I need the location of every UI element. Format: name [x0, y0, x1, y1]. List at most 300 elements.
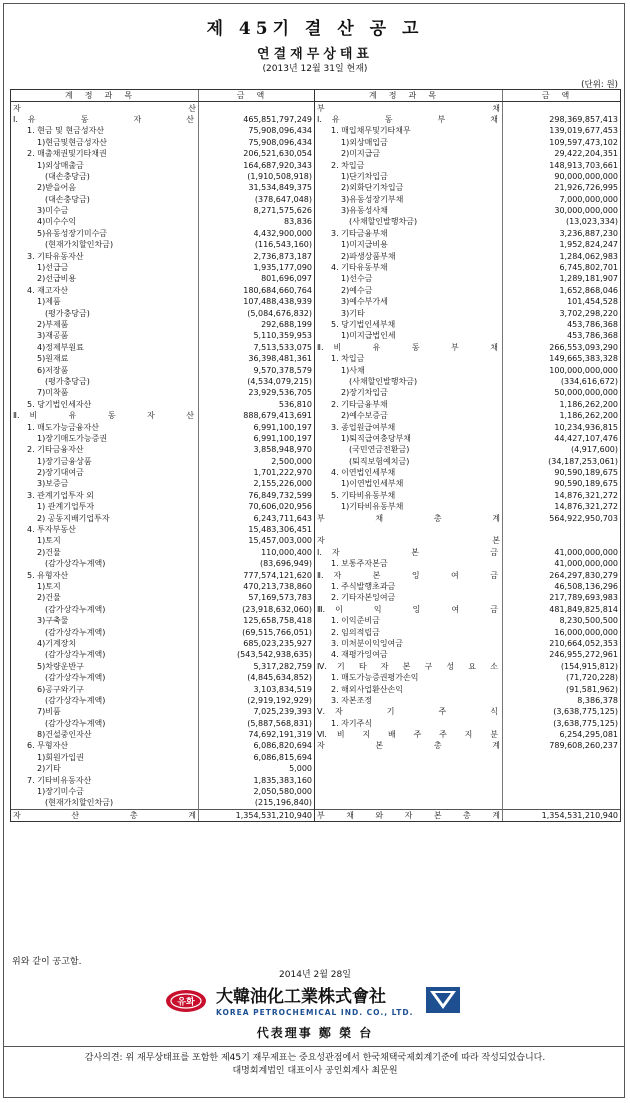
- right-amount-cell: [503, 752, 621, 763]
- left-amount-cell: 3,103,834,519: [199, 683, 315, 694]
- right-amount-cell: 6,745,802,701: [503, 262, 621, 273]
- left-amount-cell: 2,736,873,187: [199, 250, 315, 261]
- right-account-cell: 4. 이연법인세부채: [315, 467, 503, 478]
- right-amount-cell: [503, 797, 621, 809]
- right-amount-cell: 246,955,272,961: [503, 649, 621, 660]
- left-account-cell: 8)건설중인자산: [11, 729, 199, 740]
- right-account-cell: Ⅳ. 기 타 자 본 구 성 요 소: [315, 661, 503, 672]
- left-account-cell: 7. 기타비유동자산: [11, 774, 199, 785]
- left-amount-cell: 110,000,400: [199, 547, 315, 558]
- right-account-cell: 2. 차입금: [315, 159, 503, 170]
- right-account-cell: 2)미지급금: [315, 148, 503, 159]
- table-row: [11, 592, 621, 603]
- left-amount-cell: (23,918,632,060): [199, 604, 315, 615]
- table-row: [11, 114, 621, 125]
- left-account-cell: 1)현금및현금성자산: [11, 137, 199, 148]
- statement-date: (2013년 12월 31일 현재): [262, 64, 368, 74]
- table-row: [11, 228, 621, 239]
- left-amount-cell: (378,647,048): [199, 194, 315, 205]
- assets-total-label: 자 산 총 계: [11, 809, 199, 821]
- table-row: [11, 182, 621, 193]
- left-amount-cell: 23,929,536,705: [199, 387, 315, 398]
- right-account-cell: 부 채 총 계: [315, 512, 503, 523]
- left-account-cell: 2. 기타금융자산: [11, 444, 199, 455]
- left-amount-cell: 125,658,758,418: [199, 615, 315, 626]
- table-row: [11, 205, 621, 216]
- left-amount-cell: (1,910,508,918): [199, 171, 315, 182]
- notice-text: 위와 같이 공고함.: [12, 957, 82, 967]
- right-amount-cell: 41,000,000,000: [503, 558, 621, 569]
- right-account-cell: 1. 자기주식: [315, 717, 503, 728]
- right-account-cell: 1. 보통주자본금: [315, 558, 503, 569]
- left-amount-cell: 70,606,020,956: [199, 501, 315, 512]
- table-row: [11, 171, 621, 182]
- left-amount-cell: 6,086,820,694: [199, 740, 315, 751]
- left-amount-cell: 6,086,815,694: [199, 752, 315, 763]
- right-account-cell: 2)예수금: [315, 285, 503, 296]
- table-row: [11, 752, 621, 763]
- left-amount-cell: 83,836: [199, 216, 315, 227]
- right-amount-cell: 139,019,677,453: [503, 125, 621, 136]
- table-row: [11, 330, 621, 341]
- left-amount-cell: 2,050,580,000: [199, 786, 315, 797]
- left-account-cell: 3)미수금: [11, 205, 199, 216]
- right-account-cell: 1)미지급법인세: [315, 330, 503, 341]
- left-amount-cell: 6,243,711,643: [199, 512, 315, 523]
- left-amount-cell: 2,500,000: [199, 456, 315, 467]
- right-account-cell: Ⅱ. 자 본 잉 여 금: [315, 569, 503, 580]
- left-account-cell: 1)토지: [11, 581, 199, 592]
- right-account-cell: 3)유동성장기부채: [315, 194, 503, 205]
- left-amount-cell: 5,000: [199, 763, 315, 774]
- right-account-cell: 1. 차입금: [315, 353, 503, 364]
- right-account-cell: 1. 매입채무및기타채무: [315, 125, 503, 136]
- left-account-cell: 4)미수수익: [11, 216, 199, 227]
- left-amount-cell: 465,851,797,249: [199, 114, 315, 125]
- table-row: [11, 307, 621, 318]
- table-row: [11, 581, 621, 592]
- left-account-cell: 1)외상매출금: [11, 159, 199, 170]
- left-account-cell: 2)선급비용: [11, 273, 199, 284]
- left-account-cell: (평가충당금): [11, 376, 199, 387]
- table-row: [11, 444, 621, 455]
- right-amount-cell: (3,638,775,125): [503, 706, 621, 717]
- left-account-cell: (감가상각누계액): [11, 626, 199, 637]
- left-amount-cell: 5,317,282,759: [199, 661, 315, 672]
- right-account-cell: (퇴직보험예치금): [315, 456, 503, 467]
- left-amount-cell: 15,483,306,451: [199, 524, 315, 535]
- left-account-cell: 1)선급금: [11, 262, 199, 273]
- right-account-cell: 자 본: [315, 535, 503, 546]
- table-row: [11, 364, 621, 375]
- left-amount-cell: (83,696,949): [199, 558, 315, 569]
- table-row: [11, 558, 621, 569]
- right-amount-cell: (71,720,228): [503, 672, 621, 683]
- table-row: [11, 683, 621, 694]
- left-account-cell: 5)원재료: [11, 353, 199, 364]
- left-amount-cell: 15,457,003,000: [199, 535, 315, 546]
- table-row: [11, 102, 621, 114]
- left-amount-cell: 31,534,849,375: [199, 182, 315, 193]
- left-amount-cell: 1,835,383,160: [199, 774, 315, 785]
- left-amount-cell: 8,271,575,626: [199, 205, 315, 216]
- left-amount-cell: 74,692,191,319: [199, 729, 315, 740]
- table-row: [11, 638, 621, 649]
- table-row: [11, 672, 621, 683]
- table-row: [11, 433, 621, 444]
- right-amount-cell: 264,297,830,279: [503, 569, 621, 580]
- left-account-cell: (평가충당금): [11, 307, 199, 318]
- left-account-cell: 1)장기금융상품: [11, 456, 199, 467]
- right-account-cell: Ⅰ. 유 동 부 채: [315, 114, 503, 125]
- left-amount-cell: 75,908,096,434: [199, 125, 315, 136]
- table-row: [11, 604, 621, 615]
- table-row: [11, 649, 621, 660]
- left-account-cell: (현재가치할인차금): [11, 239, 199, 250]
- left-amount-cell: 470,213,738,860: [199, 581, 315, 592]
- liab-equity-total-value: 1,354,531,210,940: [503, 809, 621, 821]
- right-amount-cell: (34,187,253,061): [503, 456, 621, 467]
- right-amount-cell: 90,000,000,000: [503, 171, 621, 182]
- right-amount-cell: 298,369,857,413: [503, 114, 621, 125]
- header-account-left: 계정과목: [11, 90, 199, 102]
- left-account-cell: 1)회원가입권: [11, 752, 199, 763]
- right-amount-cell: 50,000,000,000: [503, 387, 621, 398]
- liab-equity-total-label: 부 채 와 자 본 총 계: [315, 809, 503, 821]
- left-amount-cell: 801,696,097: [199, 273, 315, 284]
- right-account-cell: 1)기타비유동부채: [315, 501, 503, 512]
- left-account-cell: 7)미착품: [11, 387, 199, 398]
- left-amount-cell: 7,025,239,393: [199, 706, 315, 717]
- right-amount-cell: 109,597,473,102: [503, 137, 621, 148]
- left-amount-cell: (2,919,192,929): [199, 695, 315, 706]
- table-row: [11, 729, 621, 740]
- right-account-cell: 3)유동성사채: [315, 205, 503, 216]
- right-account-cell: 2)예수보증금: [315, 410, 503, 421]
- table-row: [11, 342, 621, 353]
- right-account-cell: 2. 기타금융부채: [315, 399, 503, 410]
- representative: 代表理事 鄭 榮 台: [256, 1026, 374, 1040]
- left-amount-cell: 777,574,121,620: [199, 569, 315, 580]
- left-account-cell: (감가상각누계액): [11, 717, 199, 728]
- left-amount-cell: 2,155,226,000: [199, 478, 315, 489]
- table-row: [11, 376, 621, 387]
- right-amount-cell: 90,590,189,675: [503, 467, 621, 478]
- left-account-cell: 자 산: [11, 102, 199, 114]
- table-row: [11, 421, 621, 432]
- left-amount-cell: 6,991,100,197: [199, 433, 315, 444]
- left-account-cell: 2)건물: [11, 547, 199, 558]
- right-account-cell: (국민연금전환금): [315, 444, 503, 455]
- left-amount-cell: 180,684,660,764: [199, 285, 315, 296]
- table-row: [11, 216, 621, 227]
- right-account-cell: 1)단기차입금: [315, 171, 503, 182]
- table-row: [11, 262, 621, 273]
- right-account-cell: Ⅲ. 이 익 잉 여 금: [315, 604, 503, 615]
- table-row: [11, 695, 621, 706]
- left-amount-cell: (69,515,766,051): [199, 626, 315, 637]
- right-amount-cell: (154,915,812): [503, 661, 621, 672]
- header-amount-right: 금액: [503, 90, 621, 102]
- footer-divider: [3, 1046, 625, 1047]
- table-row: [11, 239, 621, 250]
- right-account-cell: 자 본 총 계: [315, 740, 503, 751]
- right-amount-cell: (13,023,334): [503, 216, 621, 227]
- right-account-cell: 1)외상매입금: [315, 137, 503, 148]
- left-account-cell: 1. 현금 및 현금성자산: [11, 125, 199, 136]
- right-amount-cell: 101,454,528: [503, 296, 621, 307]
- unit-label: (단위: 원): [581, 80, 618, 90]
- audit-opinion: 감사의견: 위 재무상태표를 포함한 제45기 재무제표는 중요성관점에서 한국채택국제회계기준에 따라 작성되었습니다.: [84, 1053, 546, 1063]
- left-account-cell: 2)건물: [11, 592, 199, 603]
- right-account-cell: 1)사채: [315, 364, 503, 375]
- right-amount-cell: (4,917,600): [503, 444, 621, 455]
- left-amount-cell: 536,810: [199, 399, 315, 410]
- right-amount-cell: 453,786,368: [503, 319, 621, 330]
- left-amount-cell: (543,542,938,635): [199, 649, 315, 660]
- left-account-cell: 2)장기대여금: [11, 467, 199, 478]
- left-account-cell: 4. 투자부동산: [11, 524, 199, 535]
- right-amount-cell: [503, 102, 621, 114]
- grand-total-row: [11, 809, 621, 821]
- left-account-cell: (대손충당금): [11, 171, 199, 182]
- table-row: [11, 273, 621, 284]
- left-account-cell: 3. 기타유동자산: [11, 250, 199, 261]
- right-account-cell: (사채할인발행차금): [315, 376, 503, 387]
- right-account-cell: 2)파생상품부채: [315, 250, 503, 261]
- right-account-cell: 1)미지급비용: [315, 239, 503, 250]
- statement-title: 연결재무상태표: [257, 47, 373, 62]
- right-account-cell: 2. 임의적립금: [315, 626, 503, 637]
- right-account-cell: 3. 자본조정: [315, 695, 503, 706]
- left-account-cell: Ⅱ. 비 유 동 자 산: [11, 410, 199, 421]
- left-account-cell: 2)기타: [11, 763, 199, 774]
- right-amount-cell: 44,427,107,476: [503, 433, 621, 444]
- left-amount-cell: 888,679,413,691: [199, 410, 315, 421]
- left-amount-cell: 206,521,630,054: [199, 148, 315, 159]
- table-row: [11, 296, 621, 307]
- right-account-cell: 2. 기타자본잉여금: [315, 592, 503, 603]
- left-amount-cell: 9,570,378,579: [199, 364, 315, 375]
- right-amount-cell: 90,590,189,675: [503, 478, 621, 489]
- right-account-cell: 1)선수금: [315, 273, 503, 284]
- right-amount-cell: 1,186,262,200: [503, 399, 621, 410]
- left-account-cell: (감가상각누계액): [11, 695, 199, 706]
- left-amount-cell: (215,196,840): [199, 797, 315, 809]
- right-account-cell: 1)퇴직급여충당부채: [315, 433, 503, 444]
- table-row: [11, 569, 621, 580]
- left-account-cell: (감가상각누계액): [11, 604, 199, 615]
- right-amount-cell: 8,386,378: [503, 695, 621, 706]
- right-account-cell: 4. 재평가잉여금: [315, 649, 503, 660]
- left-account-cell: 2)부제품: [11, 319, 199, 330]
- left-amount-cell: (5,887,568,831): [199, 717, 315, 728]
- table-row: [11, 319, 621, 330]
- left-amount-cell: (5,084,676,832): [199, 307, 315, 318]
- header-account-right: 계정과목: [315, 90, 503, 102]
- left-account-cell: (감가상각누계액): [11, 672, 199, 683]
- right-account-cell: 부 채: [315, 102, 503, 114]
- left-account-cell: 3)보증금: [11, 478, 199, 489]
- left-amount-cell: 7,513,533,075: [199, 342, 315, 353]
- right-account-cell: 2)장기차입금: [315, 387, 503, 398]
- left-account-cell: 3)재공품: [11, 330, 199, 341]
- right-account-cell: 4. 기타유동부채: [315, 262, 503, 273]
- table-row: [11, 512, 621, 523]
- right-amount-cell: 10,234,936,815: [503, 421, 621, 432]
- table-row: [11, 467, 621, 478]
- left-account-cell: (현재가치할인차금): [11, 797, 199, 809]
- table-row: [11, 285, 621, 296]
- assets-total-value: 1,354,531,210,940: [199, 809, 315, 821]
- right-account-cell: 3)기타: [315, 307, 503, 318]
- right-amount-cell: [503, 786, 621, 797]
- notice-date: 2014년 2월 28일: [279, 970, 351, 980]
- right-amount-cell: [503, 774, 621, 785]
- table-row: [11, 148, 621, 159]
- right-amount-cell: 266,553,093,290: [503, 342, 621, 353]
- left-amount-cell: (4,534,079,215): [199, 376, 315, 387]
- right-amount-cell: 149,665,383,328: [503, 353, 621, 364]
- left-account-cell: 2) 공동지배기업투자: [11, 512, 199, 523]
- right-amount-cell: 30,000,000,000: [503, 205, 621, 216]
- right-amount-cell: 1,284,062,983: [503, 250, 621, 261]
- table-row: [11, 524, 621, 535]
- left-account-cell: Ⅰ. 유 동 자 산: [11, 114, 199, 125]
- left-amount-cell: 107,488,438,939: [199, 296, 315, 307]
- right-account-cell: Ⅱ. 비 유 동 부 채: [315, 342, 503, 353]
- right-amount-cell: 46,508,136,296: [503, 581, 621, 592]
- table-row: [11, 626, 621, 637]
- left-account-cell: 6)공구와기구: [11, 683, 199, 694]
- table-row: [11, 250, 621, 261]
- left-amount-cell: 685,023,235,927: [199, 638, 315, 649]
- left-account-cell: 2)받을어음: [11, 182, 199, 193]
- table-row: [11, 535, 621, 546]
- right-account-cell: Ⅴ. 자 기 주 식: [315, 706, 503, 717]
- left-account-cell: 2. 매출채권및기타채권: [11, 148, 199, 159]
- right-account-cell: 2. 해외사업환산손익: [315, 683, 503, 694]
- left-account-cell: (감가상각누계액): [11, 558, 199, 569]
- right-amount-cell: 481,849,825,814: [503, 604, 621, 615]
- left-account-cell: 1)토지: [11, 535, 199, 546]
- right-account-cell: [315, 786, 503, 797]
- right-amount-cell: 3,702,298,220: [503, 307, 621, 318]
- right-amount-cell: 3,236,887,230: [503, 228, 621, 239]
- table-row: [11, 661, 621, 672]
- left-account-cell: (감가상각누계액): [11, 649, 199, 660]
- right-account-cell: Ⅰ. 자 본 금: [315, 547, 503, 558]
- left-account-cell: (대손충당금): [11, 194, 199, 205]
- table-row: [11, 137, 621, 148]
- right-amount-cell: 1,186,262,200: [503, 410, 621, 421]
- left-amount-cell: 76,849,732,599: [199, 490, 315, 501]
- left-account-cell: 6)저장품: [11, 364, 199, 375]
- table-row: [11, 387, 621, 398]
- right-account-cell: 1. 주식발행초과금: [315, 581, 503, 592]
- right-amount-cell: 1,289,181,907: [503, 273, 621, 284]
- left-account-cell: 1) 관계기업투자: [11, 501, 199, 512]
- table-row: [11, 125, 621, 136]
- logo-badge-text: 유화: [177, 997, 195, 1008]
- notice-title: 제 45기 결 산 공 고: [206, 19, 424, 39]
- left-amount-cell: 292,688,199: [199, 319, 315, 330]
- right-amount-cell: 29,422,204,351: [503, 148, 621, 159]
- right-account-cell: 3. 종업원급여부채: [315, 421, 503, 432]
- right-amount-cell: 1,652,868,046: [503, 285, 621, 296]
- left-account-cell: 5. 당기법인세자산: [11, 399, 199, 410]
- left-account-cell: 5)차량운반구: [11, 661, 199, 672]
- table-row: [11, 547, 621, 558]
- table-row: [11, 797, 621, 809]
- left-account-cell: 3. 관계기업투자 외: [11, 490, 199, 501]
- company-name-en: KOREA PETROCHEMICAL IND. CO., LTD.: [216, 1008, 414, 1017]
- table-row: [11, 353, 621, 364]
- left-account-cell: 3)구축물: [11, 615, 199, 626]
- right-amount-cell: 7,000,000,000: [503, 194, 621, 205]
- header-amount-left: 금액: [199, 90, 315, 102]
- right-amount-cell: 100,000,000,000: [503, 364, 621, 375]
- table-row: [11, 490, 621, 501]
- right-account-cell: 1)이연법인세부채: [315, 478, 503, 489]
- right-account-cell: 3)예수부가세: [315, 296, 503, 307]
- right-account-cell: 1. 이익준비금: [315, 615, 503, 626]
- left-amount-cell: 57,169,573,783: [199, 592, 315, 603]
- right-account-cell: 1. 매도가능증권평가손익: [315, 672, 503, 683]
- right-amount-cell: 21,926,726,995: [503, 182, 621, 193]
- left-amount-cell: (4,845,634,852): [199, 672, 315, 683]
- left-amount-cell: 36,398,481,361: [199, 353, 315, 364]
- auditor-name: 대명회계법인 대표이사 공인회계사 최문원: [232, 1066, 398, 1076]
- balance-sheet-table: [10, 89, 621, 822]
- right-account-cell: 5. 당기법인세부채: [315, 319, 503, 330]
- right-amount-cell: 210,664,052,353: [503, 638, 621, 649]
- table-row: [11, 615, 621, 626]
- left-amount-cell: (116,543,160): [199, 239, 315, 250]
- right-amount-cell: 148,913,703,661: [503, 159, 621, 170]
- left-amount-cell: 75,908,096,434: [199, 137, 315, 148]
- right-amount-cell: 564,922,950,703: [503, 512, 621, 523]
- left-account-cell: 6. 무형자산: [11, 740, 199, 751]
- right-account-cell: [315, 763, 503, 774]
- left-account-cell: 4)기계장치: [11, 638, 199, 649]
- right-amount-cell: [503, 524, 621, 535]
- table-row: [11, 159, 621, 170]
- right-account-cell: [315, 774, 503, 785]
- right-amount-cell: 6,254,295,081: [503, 729, 621, 740]
- right-amount-cell: 14,876,321,272: [503, 490, 621, 501]
- left-account-cell: 4)정제부원료: [11, 342, 199, 353]
- left-amount-cell: 6,991,100,197: [199, 421, 315, 432]
- right-account-cell: Ⅵ. 비 지 배 주 주 지 분: [315, 729, 503, 740]
- right-account-cell: [315, 524, 503, 535]
- right-amount-cell: 217,789,693,983: [503, 592, 621, 603]
- table-row: [11, 410, 621, 421]
- right-account-cell: 5. 기타비유동부채: [315, 490, 503, 501]
- table-row: [11, 478, 621, 489]
- table-row: [11, 456, 621, 467]
- right-amount-cell: (91,581,962): [503, 683, 621, 694]
- right-account-cell: (사채할인발행차금): [315, 216, 503, 227]
- left-amount-cell: [199, 102, 315, 114]
- right-amount-cell: (3,638,775,125): [503, 717, 621, 728]
- left-account-cell: 1)장기미수금: [11, 786, 199, 797]
- left-account-cell: 1)제품: [11, 296, 199, 307]
- left-amount-cell: 1,701,222,970: [199, 467, 315, 478]
- right-account-cell: 2)외화단기차입금: [315, 182, 503, 193]
- left-account-cell: 5. 유형자산: [11, 569, 199, 580]
- left-account-cell: 1. 매도가능금융자산: [11, 421, 199, 432]
